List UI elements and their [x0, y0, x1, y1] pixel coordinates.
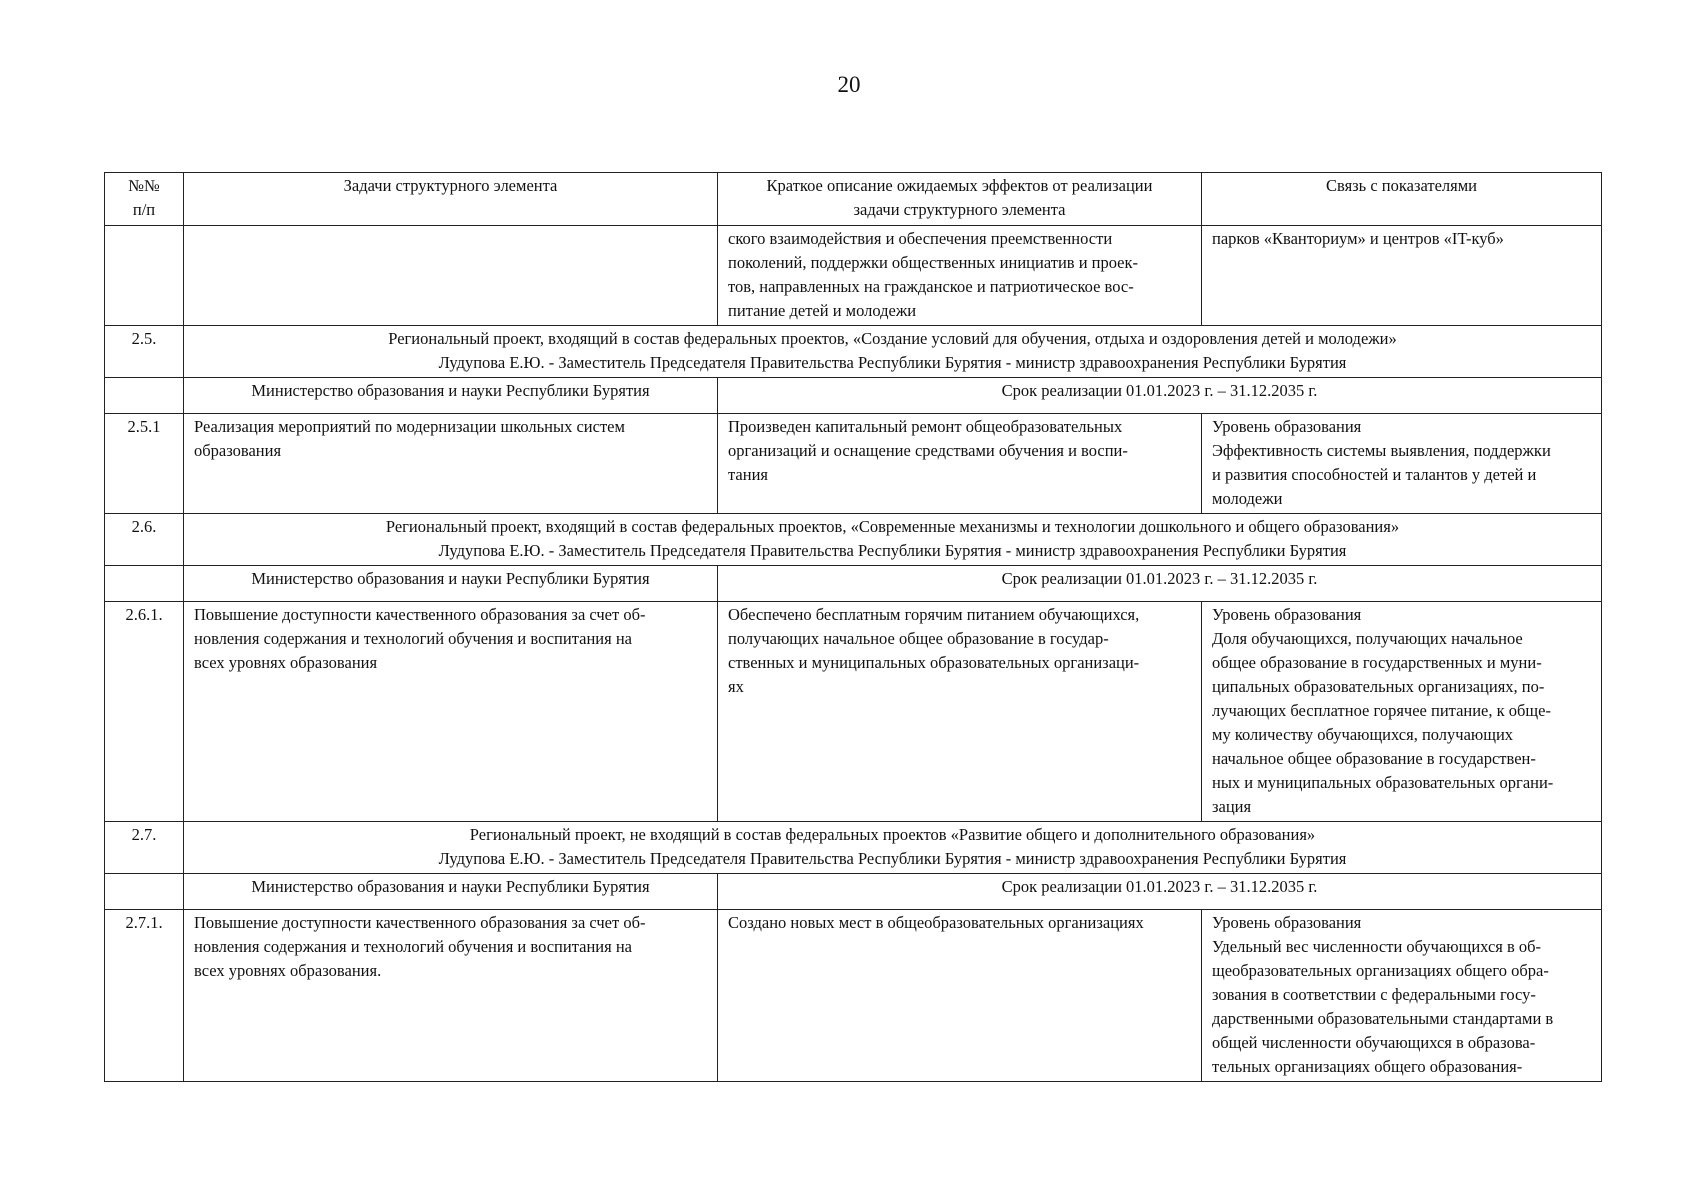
project-row [105, 822, 1602, 874]
project-title-cell [184, 326, 1602, 378]
structural-elements-table [104, 172, 1602, 1082]
project-num: 2.7. [105, 822, 184, 874]
project-responsible: Лудупова Е.Ю. - Заместитель Председателя Правительства Республики Бурятия - министр здравоохранения Республики Бурятия [438, 541, 1347, 560]
table-row [105, 414, 1602, 514]
row-num: 2.6.1. [105, 602, 184, 822]
project-title: Региональный проект, не входящий в состав федеральных проектов «Развитие общего и дополнительного образования» [469, 825, 1316, 844]
project-num: 2.6. [105, 514, 184, 566]
table-row [105, 602, 1602, 822]
row-indicators: Уровень образования Доля обучающихся, получающих начальное общее образование в государственных и муни- ципальных образовательных организациях, по- лучающих бесплатное горячее питание, к обще- му количеству обучающихся, получающих начальное общее образование в государствен- ных и муниципальных образовательных органи- зация [1202, 602, 1602, 822]
project-org-row [105, 566, 1602, 602]
project-org: Министерство образования и науки Республики Бурятия [184, 874, 718, 910]
project-title: Региональный проект, входящий в состав федеральных проектов, «Современные механизмы и технологии дошкольного и общего образования» [385, 517, 1400, 536]
header-effects: Краткое описание ожидаемых эффектов от реализации задачи структурного элемента [718, 173, 1202, 226]
project-org-row [105, 378, 1602, 414]
table-row [105, 910, 1602, 1082]
row-task: Повышение доступности качественного образования за счет об- новления содержания и технологий обучения и воспитания на всех уровнях образования. [184, 910, 718, 1082]
project-org: Министерство образования и науки Республики Бурятия [184, 566, 718, 602]
project-period: Срок реализации 01.01.2023 г. – 31.12.2035 г. [718, 378, 1602, 414]
project-period: Срок реализации 01.01.2023 г. – 31.12.2035 г. [718, 566, 1602, 602]
project-title-cell [184, 822, 1602, 874]
row-task: Реализация мероприятий по модернизации школьных систем образования [184, 414, 718, 514]
row-indicators: парков «Кванториум» и центров «IT-куб» [1202, 226, 1602, 326]
row-indicators: Уровень образования Эффективность системы выявления, поддержки и развития способностей и талантов у детей и молодежи [1202, 414, 1602, 514]
project-responsible: Лудупова Е.Ю. - Заместитель Председателя Правительства Республики Бурятия - министр здравоохранения Республики Бурятия [438, 353, 1347, 372]
header-num: №№ п/п [105, 173, 184, 226]
project-period: Срок реализации 01.01.2023 г. – 31.12.2035 г. [718, 874, 1602, 910]
project-num: 2.5. [105, 326, 184, 378]
project-responsible: Лудупова Е.Ю. - Заместитель Председателя Правительства Республики Бурятия - министр здравоохранения Республики Бурятия [438, 849, 1347, 868]
row-task: Повышение доступности качественного образования за счет об- новления содержания и технологий обучения и воспитания на всех уровнях образования [184, 602, 718, 822]
row-effects: Создано новых мест в общеобразовательных организациях [718, 910, 1202, 1082]
row-task [184, 226, 718, 326]
row-effects: Произведен капитальный ремонт общеобразовательных организаций и оснащение средствами обучения и воспи- тания [718, 414, 1202, 514]
row-num [105, 226, 184, 326]
row-indicators: Уровень образования Удельный вес численности обучающихся в об- щеобразовательных организациях общего обра- зования в соответствии с федеральными госу- дарственными образовательными стандартами в общей численности обучающихся в образова- тельных организациях общего образования- [1202, 910, 1602, 1082]
project-row [105, 326, 1602, 378]
project-row [105, 514, 1602, 566]
project-org: Министерство образования и науки Республики Бурятия [184, 378, 718, 414]
row-effects: Обеспечено бесплатным горячим питанием обучающихся, получающих начальное общее образование в государ- ственных и муниципальных образовательных организаци- ях [718, 602, 1202, 822]
table-header-row [105, 173, 1602, 226]
project-title: Региональный проект, входящий в состав федеральных проектов, «Создание условий для обучения, отдыха и оздоровления детей и молодежи» [388, 329, 1397, 348]
header-tasks: Задачи структурного элемента [184, 173, 718, 226]
project-org-row [105, 874, 1602, 910]
row-effects: ского взаимодействия и обеспечения преемственности поколений, поддержки общественных инициатив и проек- тов, направленных на гражданское и патриотическое вос- питание детей и молодежи [718, 226, 1202, 326]
project-title-cell [184, 514, 1602, 566]
row-num: 2.7.1. [105, 910, 184, 1082]
page-number: 20 [837, 72, 861, 97]
row-num: 2.5.1 [105, 414, 184, 514]
header-indicators: Связь с показателями [1202, 173, 1602, 226]
table-row [105, 226, 1602, 326]
